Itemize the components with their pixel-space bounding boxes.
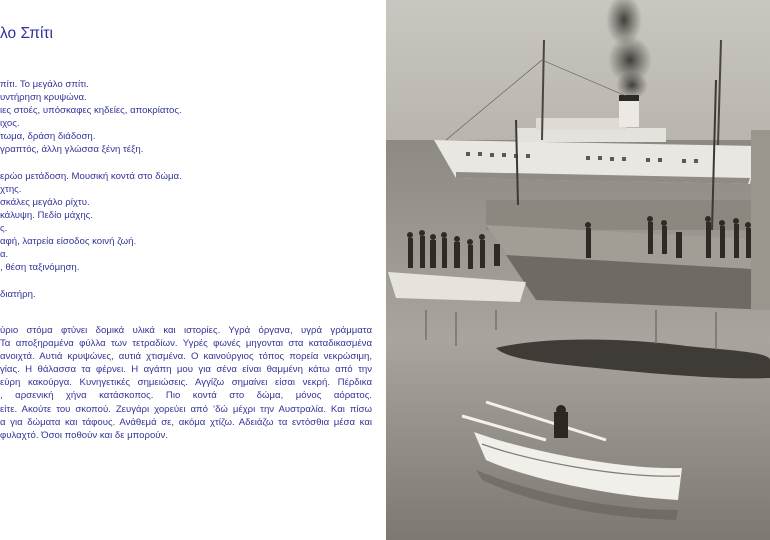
- prose-line: ανοιχτά. Αυτιά κρυψώνες, αυτιά χτισμένα. Ο καινούργιος τόπος πορεία νεκρώσιμη,: [0, 351, 372, 363]
- verse-line: χτης.: [0, 183, 22, 195]
- harbor-photo-drawing: [386, 0, 770, 540]
- prose-line: α για δώματα και τάφους. Ανάθεμά σε, ακόμα χτίζω. Αδειάζω τα εντόσθια μέσα και: [0, 416, 372, 428]
- verse-line: ιες στοές, υπόσκαφες κηδείες, αποκρίατος.: [0, 105, 182, 117]
- verse-line: τωμα, δράση διάδοση.: [0, 131, 96, 143]
- harbor-photo: [386, 0, 770, 540]
- prose-line: εύρη κακούργα. Κυνηγετικές σημειώσεις. Αγγίζω σημαίνει είσαι νεκρή. Πέρδικα: [0, 377, 372, 389]
- prose-line: φυλαχτό. Όσοι ποθούν και δε μπορούν.: [0, 429, 168, 441]
- prose-line: είτε. Ακούτε του σκοπού. Ζευγάρι χορεύει από ’δώ μέχρι την Αυστραλία. Και πίσω: [0, 403, 372, 415]
- verse-lines: [0, 78, 386, 301]
- verse-line: ιχος.: [0, 118, 20, 130]
- verse-line: [0, 157, 386, 170]
- verse-line: ς.: [0, 223, 8, 235]
- prose-line: Τα αποξηραμένα φύλλα των τετραδίων. Υγρές φωνές μηγονται στα καταδικασμένα: [0, 338, 372, 350]
- prose-line: , αρσενική χήνα κατάσκοπος. Πιο κοντά στο δώμα, μόνος αόρατος.: [0, 390, 372, 402]
- page-title: λο Σπίτι: [0, 25, 53, 42]
- verse-line: αφή, λατρεία είσοδος κοινή ζωή.: [0, 236, 137, 248]
- verse-line: διατήρη.: [0, 288, 36, 300]
- verse-line: γραπτός, άλλη γλώσσα ξένη τέξη.: [0, 144, 144, 156]
- prose-line: ύριο στόμα φτύνει δομικά υλικά και ιστορίες. Υγρά όργανα, υγρά γράμματα: [0, 325, 372, 336]
- verse-line: [0, 274, 386, 287]
- verse-line: σκάλες μεγάλο ρίχτυ.: [0, 196, 90, 208]
- prose-paragraph: [0, 324, 372, 442]
- verse-line: α.: [0, 249, 9, 261]
- prose-line: γίας. Η θάλασσα τα φέρνει. Η αγάπη μου για σένα είναι θαμμένη κάτω από την: [0, 364, 372, 376]
- verse-line: κάλυψη. Πεδίο μάχης.: [0, 209, 93, 221]
- verse-line: υντήρηση κρυψώνα.: [0, 92, 87, 104]
- verse-line: ερώο μετάδοση. Μουσική κοντά στο δώμα.: [0, 170, 182, 182]
- verse-line: πίτι. Το μεγάλο σπίτι.: [0, 79, 89, 90]
- verse-line: , θέση ταξινόμηση.: [0, 262, 80, 274]
